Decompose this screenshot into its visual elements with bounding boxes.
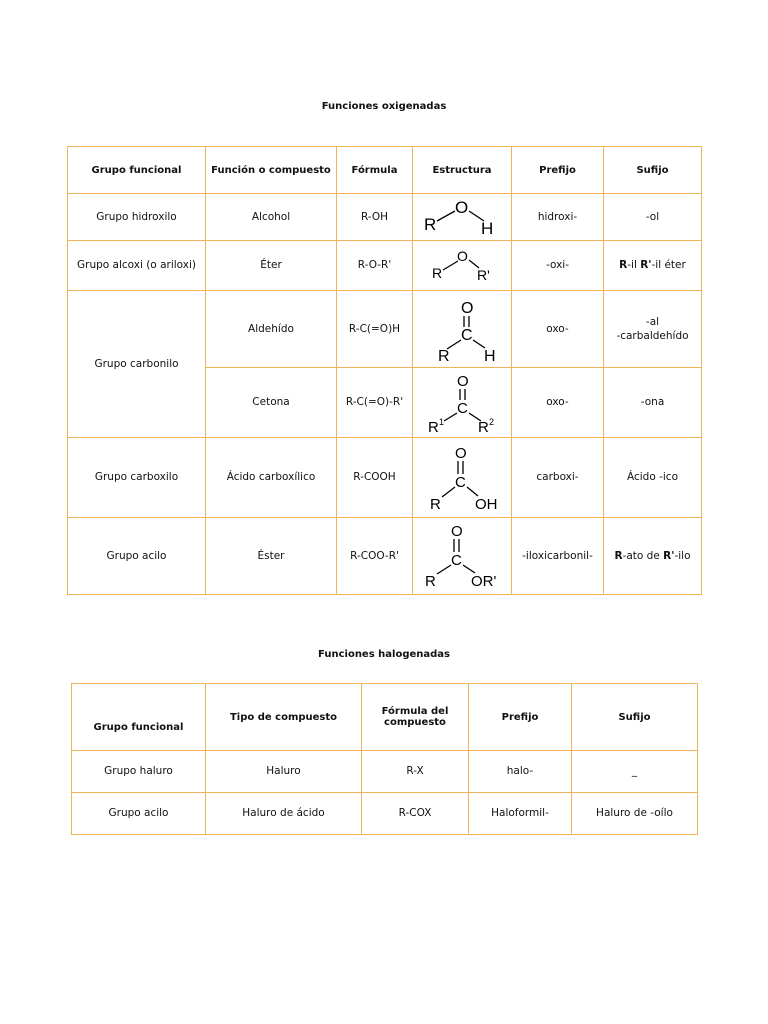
prefix-cell: oxo-: [512, 368, 604, 438]
alcohol-structure-icon: [418, 197, 506, 237]
table-row: [68, 438, 702, 518]
oxygen-section-title: Funciones oxigenadas: [321, 101, 447, 112]
svg-text:H: H: [484, 348, 496, 365]
ester-structure-icon: [417, 520, 507, 592]
suffix-cell: Ácido -ico: [604, 438, 702, 518]
structure-cell: [413, 241, 512, 291]
table-row: [68, 518, 702, 595]
prefix-cell: -oxi-: [512, 241, 604, 291]
structure-cell: [413, 438, 512, 518]
svg-text:R: R: [438, 348, 450, 365]
svg-text:O: O: [451, 523, 463, 540]
table-row: [68, 194, 702, 241]
compound-cell: Éster: [206, 518, 337, 595]
suffix-cell: -ona: [604, 368, 702, 438]
svg-text:1: 1: [439, 416, 445, 427]
svg-text:C: C: [461, 327, 473, 344]
col-header-suffix: Sufijo: [572, 684, 698, 751]
group-cell: Grupo hidroxilo: [68, 194, 206, 241]
compound-cell: Cetona: [206, 368, 337, 438]
table-row: [72, 793, 698, 835]
carboxylic-acid-structure-icon: [418, 441, 506, 515]
svg-text:R: R: [478, 418, 489, 436]
prefix-cell: carboxi-: [512, 438, 604, 518]
prefix-cell: hidroxi-: [512, 194, 604, 241]
svg-text:H: H: [481, 219, 494, 237]
halogen-functions-table: [71, 683, 698, 835]
svg-text:C: C: [457, 399, 468, 417]
col-header-structure: Estructura: [413, 147, 512, 194]
svg-text:R: R: [425, 573, 436, 590]
suffix-cell: -al -carbaldehído: [604, 291, 702, 368]
svg-text:O: O: [457, 247, 468, 264]
prefix-cell: Haloformil-: [469, 793, 572, 835]
table-row: [68, 291, 702, 368]
svg-text:R: R: [432, 264, 443, 281]
formula-cell: R-O-R': [337, 241, 413, 291]
group-cell: Grupo carbonilo: [68, 291, 206, 438]
halogen-header-row: [72, 684, 698, 751]
svg-text:O: O: [457, 372, 469, 390]
svg-text:O: O: [455, 444, 467, 462]
svg-text:O: O: [461, 300, 474, 317]
suffix-cell: _: [572, 751, 698, 793]
col-header-formula: Fórmula del compuesto: [362, 684, 469, 751]
halogen-section-title: Funciones halogenadas: [318, 649, 450, 660]
svg-text:C: C: [451, 552, 462, 569]
prefix-cell: oxo-: [512, 291, 604, 368]
formula-cell: R-C(=O)H: [337, 291, 413, 368]
group-cell: Grupo carboxilo: [68, 438, 206, 518]
formula-cell: R-OH: [337, 194, 413, 241]
suffix-cell: R-il R'-il éter: [604, 241, 702, 291]
compound-cell: Aldehído: [206, 291, 337, 368]
col-header-formula: Fórmula: [337, 147, 413, 194]
svg-text:R': R': [477, 266, 490, 283]
svg-text:R: R: [430, 495, 441, 513]
svg-text:2: 2: [489, 416, 495, 427]
group-cell: Grupo acilo: [68, 518, 206, 595]
compound-cell: Haluro: [206, 751, 362, 793]
svg-text:R: R: [424, 215, 437, 234]
structure-cell: [413, 291, 512, 368]
formula-cell: R-X: [362, 751, 469, 793]
compound-cell: Ácido carboxílico: [206, 438, 337, 518]
formula-cell: R-COO-R': [337, 518, 413, 595]
svg-text:O: O: [455, 198, 469, 217]
col-header-group: Grupo funcional: [72, 684, 206, 751]
col-header-prefix: Prefijo: [512, 147, 604, 194]
group-cell: Grupo acilo: [72, 793, 206, 835]
suffix-cell: R-ato de R'-ilo: [604, 518, 702, 595]
col-header-prefix: Prefijo: [469, 684, 572, 751]
formula-cell: R-COX: [362, 793, 469, 835]
structure-cell: [413, 194, 512, 241]
table-row: [68, 241, 702, 291]
formula-cell: R-C(=O)-R': [337, 368, 413, 438]
svg-text:OH: OH: [475, 495, 498, 513]
svg-text:C: C: [455, 473, 466, 491]
group-cell: Grupo haluro: [72, 751, 206, 793]
col-header-suffix: Sufijo: [604, 147, 702, 194]
structure-cell: [413, 518, 512, 595]
prefix-cell: halo-: [469, 751, 572, 793]
oxygen-header-row: [68, 147, 702, 194]
table-row: [72, 751, 698, 793]
compound-cell: Éter: [206, 241, 337, 291]
structure-cell: [413, 368, 512, 438]
ketone-structure-icon: [420, 370, 504, 436]
ether-structure-icon: [422, 248, 502, 284]
suffix-cell: Haluro de -oílo: [572, 793, 698, 835]
svg-text:OR': OR': [471, 573, 497, 590]
col-header-group: Grupo funcional: [68, 147, 206, 194]
suffix-cell: -ol: [604, 194, 702, 241]
aldehyde-structure-icon: [422, 293, 502, 365]
oxygen-functions-table: [67, 146, 702, 595]
compound-cell: Haluro de ácido: [206, 793, 362, 835]
group-cell: Grupo alcoxi (o ariloxi): [68, 241, 206, 291]
formula-cell: R-COOH: [337, 438, 413, 518]
compound-cell: Alcohol: [206, 194, 337, 241]
col-header-compound: Función o compuesto: [206, 147, 337, 194]
svg-text:R: R: [428, 418, 439, 436]
prefix-cell: -iloxicarbonil-: [512, 518, 604, 595]
col-header-compound-type: Tipo de compuesto: [206, 684, 362, 751]
